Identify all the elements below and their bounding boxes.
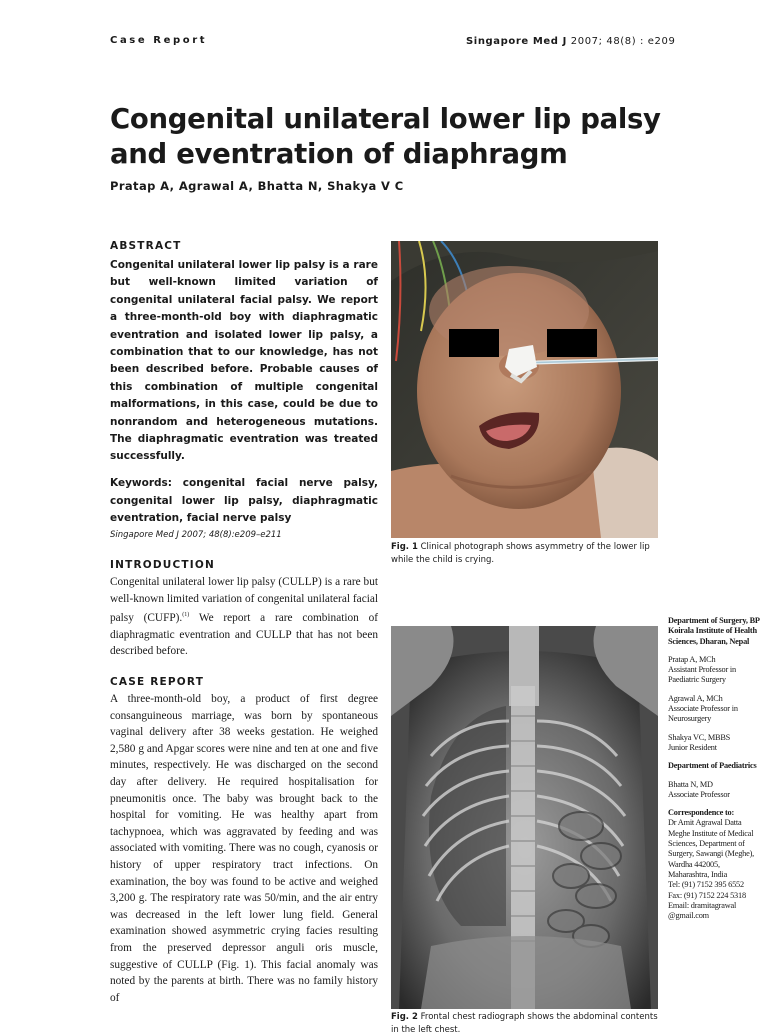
keywords: Keywords: congenital facial nerve palsy, congenital lower lip palsy, diaphragmatic eventration, facial nerve palsy: [110, 477, 378, 525]
title-line-2: and eventration of diaphragm: [110, 138, 568, 170]
intro-text-part1: Congenital unilateral lower lip palsy (CULLP) is a rare but well-known limited variation of congenital unilateral facial palsy (CUFP).: [110, 576, 378, 624]
affil-dept-paeds-text: Department of Paediatrics: [668, 761, 757, 771]
journal-citation: [466, 36, 675, 47]
figure-2-label: Fig. 2: [391, 1012, 418, 1022]
article-title: [110, 102, 670, 172]
affil-author-4-role: Associate Professor: [668, 789, 730, 799]
affil-email: Email: dramitagrawal @gmail.com: [668, 900, 737, 921]
affiliations-sidebar: [668, 616, 760, 921]
case-report-heading: CASE REPORT: [110, 676, 205, 688]
affil-author-1-role: Assistant Professor in Paediatric Surgery: [668, 665, 736, 685]
affil-author-1: [668, 655, 760, 686]
affil-dept-paeds: [668, 761, 760, 771]
affil-author-2-name: Agrawal A, MCh: [668, 693, 723, 703]
journal-name: Singapore Med J: [466, 36, 567, 47]
affil-author-2-role: Associate Professor in Neurosurgery: [668, 704, 738, 724]
affil-dept-surgery-text: Department of Surgery, BP Koirala Institute of Health Sciences, Dharan, Nepal: [668, 616, 760, 646]
section-label: Case Report: [110, 35, 208, 46]
affil-fax: Fax: (91) 7152 224 5318: [668, 890, 746, 900]
figure-1-caption-text: Clinical photograph shows asymmetry of the lower lip while the child is crying.: [391, 542, 650, 565]
intro-text-part2: We report a rare combination of diaphragmatic eventration and CULLP that has not been described before.: [110, 611, 378, 658]
figure-2-caption-text: Frontal chest radiograph shows the abdominal contents in the left chest.: [391, 1012, 658, 1035]
journal-issue: 2007; 48(8) : e209: [570, 36, 676, 47]
figure-1-label: Fig. 1: [391, 542, 418, 552]
affil-author-3: [668, 733, 760, 754]
title-line-1: Congenital unilateral lower lip palsy: [110, 103, 661, 135]
affil-author-1-name: Pratap A, MCh: [668, 654, 716, 664]
figure-1-caption: [391, 541, 661, 566]
case-report-text: A three-month-old boy, a product of first degree consanguineous marriage, was born by spontaneous vaginal delivery after 38 weeks gestation. He weighed 2,580 g and Apgar scores were nine and ten at one and five minutes, respectively. He was discharged on the second day after delivery. He required hospitalisation for pneumonitis once. The baby was brought back to the hospital for vomiting. He was healthy apart from tachypnoea, which was aggravated by feeding and was associated with vomiting. There was no cough, cyanosis or history of upper respiratory tract infections. On examination, the boy was found to be active and weighed 3,200 g. The respiratory rate was 50/min, and the air entry was decreased in the left lower lung field. General examination showed asymmetric crying facies resulting from the preserved depressor anguli oris muscle, suggestive of CULLP (Fig. 1). This facial anomaly was noted by the parents at birth. There was no family history of: [110, 693, 378, 1004]
affil-tel: Tel: (91) 7152 395 6552: [668, 880, 744, 890]
abstract-text: Congenital unilateral lower lip palsy is a rare but well-known limited variation of congenital unilateral facial palsy. We report a three-month-old boy with diaphragmatic eventration and isolated lower lip palsy, a combination that to our knowledge, has not been described before. Probable causes of this combination of multiple congenital malformations, in this case, could be due to nonrandom and heterogeneous mutations. The diaphragmatic eventration was treated successfully.: [110, 259, 378, 463]
affil-author-3-name: Shakya VC, MBBS: [668, 732, 731, 742]
affil-dept-surgery: [668, 616, 760, 647]
figure-2-radiograph: [391, 626, 658, 1009]
affil-correspondence: [668, 808, 760, 921]
introduction-heading: INTRODUCTION: [110, 559, 215, 571]
abstract-heading: ABSTRACT: [110, 240, 182, 252]
affil-author-3-role: Junior Resident: [668, 742, 717, 752]
figure-1-photo: [391, 241, 658, 538]
affil-author-4: [668, 780, 760, 801]
affil-author-4-name: Bhatta N, MD: [668, 779, 713, 789]
intro-reference: (1): [182, 612, 190, 619]
affil-author-2: [668, 694, 760, 725]
article-citation: Singapore Med J 2007; 48(8):e209–e211: [110, 530, 282, 540]
introduction-text: [110, 574, 378, 660]
affil-correspondence-label: Correspondence to:: [668, 808, 735, 818]
author-list: Pratap A, Agrawal A, Bhatta N, Shakya V C: [110, 179, 404, 193]
affil-correspondence-address: Dr Amit Agrawal Datta Meghe Institute of Medical Sciences, Department of Surgery, Sawangi (Meghe), Wardha 442005, Maharashtra, India: [668, 818, 755, 879]
